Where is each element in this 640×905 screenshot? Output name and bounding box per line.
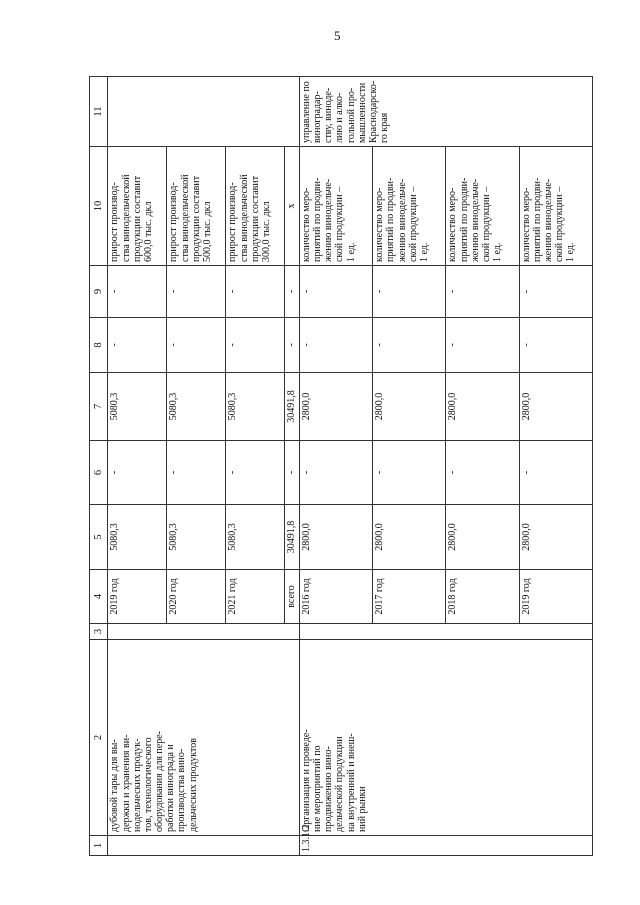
header-cell: 8: [90, 318, 108, 373]
result-text: х: [285, 147, 299, 266]
other-amount: -: [373, 266, 446, 318]
result-text: количество меро- приятий по продви- жению винодельче- ской продукции – 1 ед.: [373, 147, 446, 266]
local-amount: -: [519, 318, 592, 373]
local-amount: -: [446, 318, 519, 373]
regional-amount: 2800,0: [446, 373, 519, 441]
federal-amount: -: [108, 441, 167, 505]
other-amount: -: [299, 266, 372, 318]
year-cell: 2021 год: [226, 570, 285, 624]
page-number: 5: [334, 28, 341, 43]
total-amount: 2800,0: [446, 505, 519, 570]
regional-amount: 2800,0: [373, 373, 446, 441]
local-amount: -: [373, 318, 446, 373]
federal-amount: -: [446, 441, 519, 505]
header-cell: 11: [90, 77, 108, 147]
regional-amount: 2800,0: [519, 373, 592, 441]
year-cell: 2019 год: [108, 570, 167, 624]
federal-amount: -: [226, 441, 285, 505]
header-cell: 9: [90, 266, 108, 318]
local-amount: -: [285, 318, 299, 373]
responsible-cell: [108, 77, 300, 147]
total-amount: 2800,0: [373, 505, 446, 570]
federal-amount: -: [299, 441, 372, 505]
result-text: прирост производ- ства винодельческой продукции составит 600,0 тыс. дкл: [108, 147, 167, 266]
header-cell: 4: [90, 570, 108, 624]
header-row: [90, 77, 108, 856]
year-cell: 2020 год: [167, 570, 226, 624]
result-text: количество меро- приятий по продви- жению винодельче- ской продукции – 1 ед.: [446, 147, 519, 266]
other-amount: -: [226, 266, 285, 318]
source-cell: [108, 624, 300, 640]
header-cell: 7: [90, 373, 108, 441]
result-text: прирост производ- ства винодельческой продукции составит 300,0 тыс. дкл: [226, 147, 285, 266]
year-cell: всего: [285, 570, 299, 624]
table-row: [299, 77, 372, 856]
local-amount: -: [108, 318, 167, 373]
other-amount: -: [108, 266, 167, 318]
result-text: количество меро- приятий по продви- жению винодельче- ской продукции – 1 ед.: [299, 147, 372, 266]
year-cell: 2016 год: [299, 570, 372, 624]
total-amount: 2800,0: [519, 505, 592, 570]
total-amount: 2800,0: [299, 505, 372, 570]
total-amount: 30491,8: [285, 505, 299, 570]
item-number: 1.3.1.2: [299, 836, 592, 856]
table-row: [108, 77, 167, 856]
result-text: количество меро- приятий по продви- жению винодельче- ской продукции – 1 ед.: [519, 147, 592, 266]
federal-amount: -: [167, 441, 226, 505]
result-text: прирост производ- ства винодельческой продукции составит 500,0 тыс. дкл: [167, 147, 226, 266]
header-cell: 2: [90, 640, 108, 836]
regional-amount: 5080,3: [108, 373, 167, 441]
year-cell: 2017 год: [373, 570, 446, 624]
responsible-cell: управление по виноградар- ству, виноде- лию и алко- гольной про- мышленности Краснодарско- го края: [299, 77, 592, 147]
item-description: дубовой тары для вы- держки и хранения ви- нодельческих продук- тов, технологического оборудования для пере- работки винограда и производства вино- дельческих продуктов: [108, 640, 300, 836]
total-amount: 5080,3: [108, 505, 167, 570]
other-amount: -: [446, 266, 519, 318]
federal-amount: -: [519, 441, 592, 505]
program-table: [89, 76, 593, 856]
item-number: [108, 836, 300, 856]
regional-amount: 2800,0: [299, 373, 372, 441]
local-amount: -: [167, 318, 226, 373]
header-cell: 5: [90, 505, 108, 570]
regional-amount: 5080,3: [226, 373, 285, 441]
regional-amount: 30491,8: [285, 373, 299, 441]
total-amount: 5080,3: [167, 505, 226, 570]
year-cell: 2019 год: [519, 570, 592, 624]
header-cell: 6: [90, 441, 108, 505]
federal-amount: -: [285, 441, 299, 505]
federal-amount: -: [373, 441, 446, 505]
other-amount: -: [519, 266, 592, 318]
other-amount: -: [285, 266, 299, 318]
local-amount: -: [226, 318, 285, 373]
regional-amount: 5080,3: [167, 373, 226, 441]
header-cell: 1: [90, 836, 108, 856]
local-amount: -: [299, 318, 372, 373]
total-amount: 5080,3: [226, 505, 285, 570]
source-cell: [299, 624, 592, 640]
other-amount: -: [167, 266, 226, 318]
year-cell: 2018 год: [446, 570, 519, 624]
item-description: Организация и проведе- ние мероприятий по продвижению вино- дельческой продукции на внутренний и внеш- ний рынки: [299, 640, 592, 836]
header-cell: 10: [90, 147, 108, 266]
header-cell: 3: [90, 624, 108, 640]
rotated-table-wrapper: [89, 77, 593, 856]
